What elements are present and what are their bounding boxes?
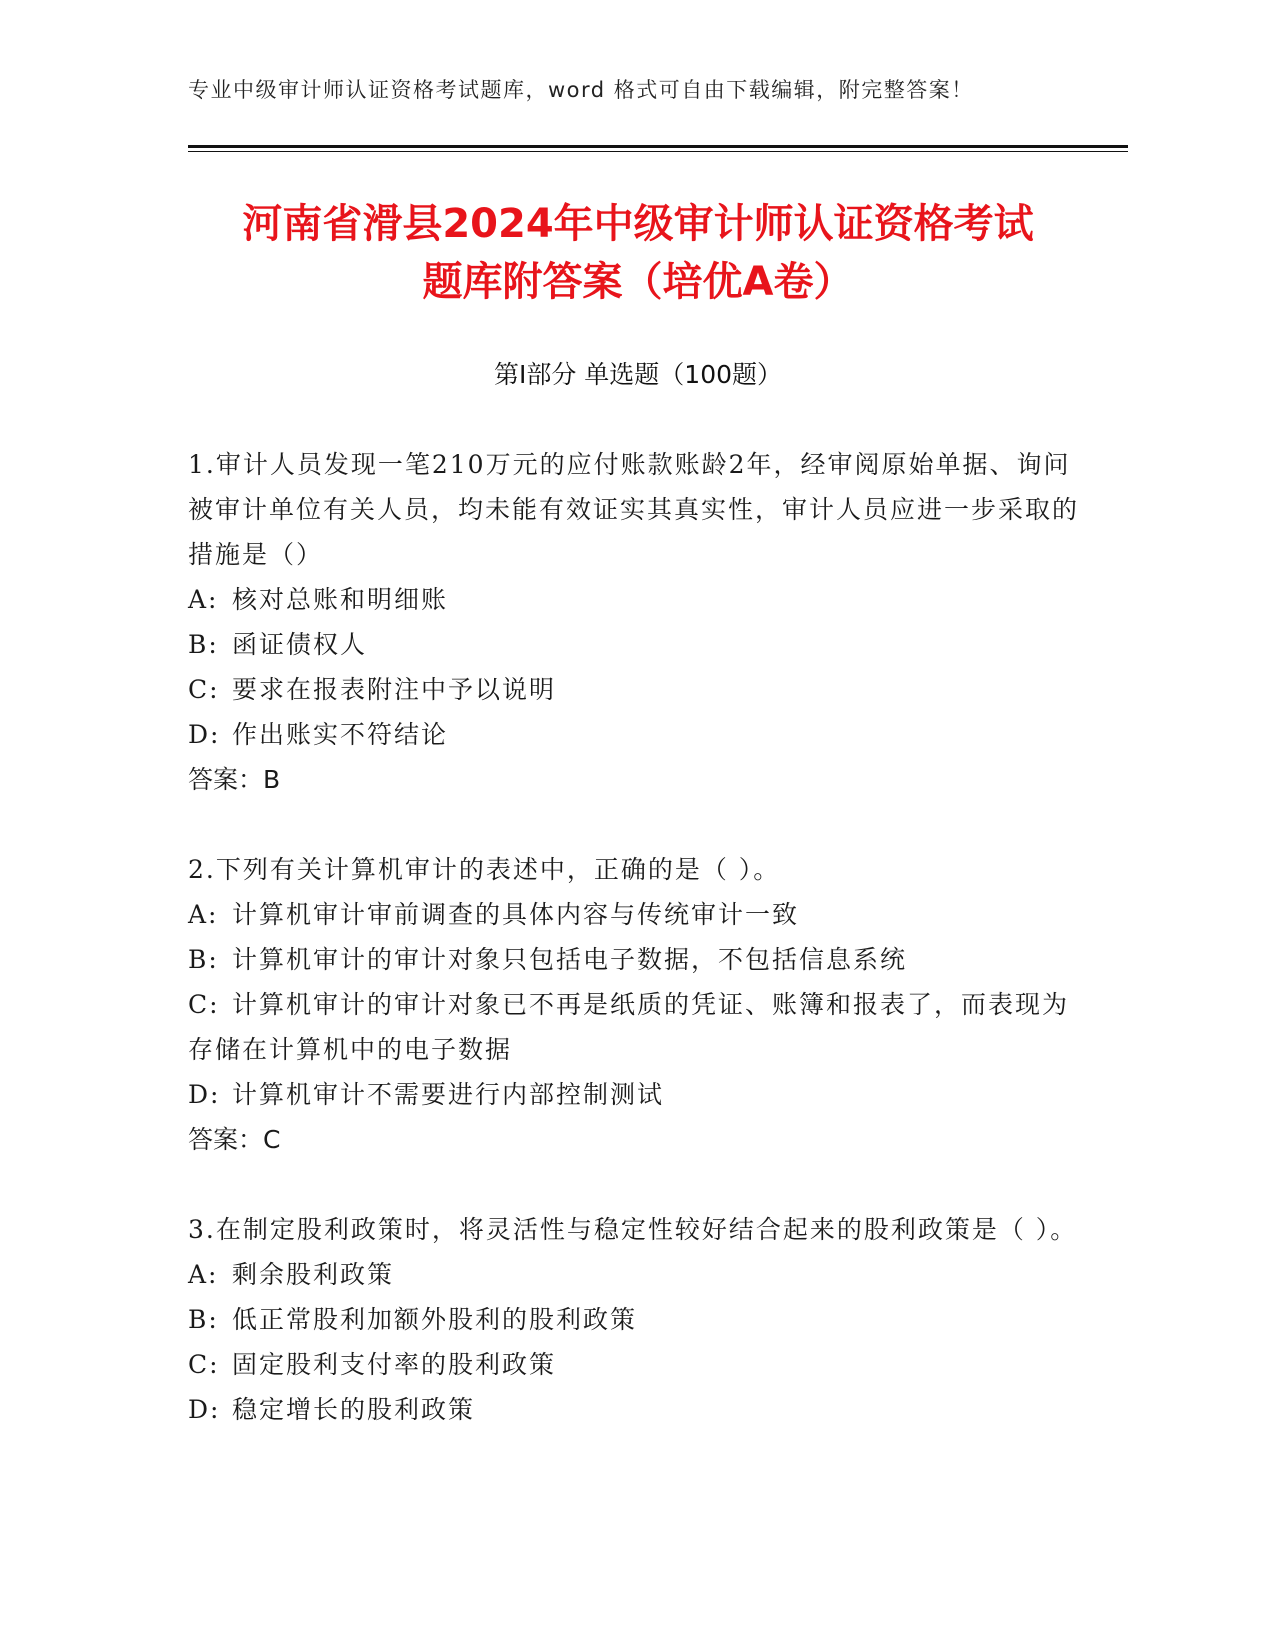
option-b (188, 1297, 1088, 1342)
question-text: 1.审计人员发现一笔210万元的应付账款账龄2年，经审阅原始单据、询问被审计单位有关人员，均未能有效证实其真实性，审计人员应进一步采取的措施是（） (188, 450, 1080, 569)
option-letter: D: (188, 720, 221, 749)
option-d (188, 1387, 1088, 1432)
option-letter: C: (188, 990, 220, 1019)
option-c (188, 982, 1088, 1072)
option-text: 计算机审计不需要进行内部控制测试 (232, 1080, 665, 1109)
option-letter: D: (188, 1080, 221, 1109)
option-text: 要求在报表附注中予以说明 (232, 675, 557, 704)
option-c (188, 667, 1088, 712)
option-b (188, 622, 1088, 667)
option-letter: B: (188, 630, 219, 659)
option-letter: B: (188, 945, 219, 974)
option-letter: A: (188, 1260, 219, 1289)
option-text: 计算机审计的审计对象已不再是纸质的凭证、账簿和报表了，而表现为存储在计算机中的电子数据 (188, 990, 1070, 1064)
option-letter: C: (188, 675, 220, 704)
option-letter: A: (188, 585, 219, 614)
option-letter: D: (188, 1395, 221, 1424)
document-title (188, 195, 1088, 311)
option-text: 计算机审计审前调查的具体内容与传统审计一致 (232, 900, 800, 929)
option-text: 核对总账和明细账 (232, 585, 449, 614)
question-list (188, 442, 1088, 1477)
option-a (188, 577, 1088, 622)
option-letter: C: (188, 1350, 220, 1379)
option-letter: A: (188, 900, 219, 929)
question-3 (188, 1207, 1088, 1432)
option-d (188, 712, 1088, 757)
option-d (188, 1072, 1088, 1117)
section-title: 第Ⅰ部分 单选题（100题） (493, 360, 783, 389)
option-c (188, 1342, 1088, 1387)
option-text: 作出账实不符结论 (232, 720, 449, 749)
header-rule-thick (188, 145, 1128, 148)
option-letter: B: (188, 1305, 219, 1334)
option-b (188, 937, 1088, 982)
option-a (188, 1252, 1088, 1297)
document-title-line-1: 河南省滑县2024年中级审计师认证资格考试 (242, 201, 1034, 247)
question-1 (188, 442, 1088, 802)
header-rule-thin (188, 151, 1128, 152)
question-text: 3.在制定股利政策时，将灵活性与稳定性较好结合起来的股利政策是（ ）。 (188, 1215, 1078, 1244)
option-a (188, 892, 1088, 937)
answer: 答案：B (188, 765, 281, 794)
question-2 (188, 847, 1088, 1162)
option-text: 稳定增长的股利政策 (232, 1395, 476, 1424)
question-text: 2.下列有关计算机审计的表述中，正确的是（ ）。 (188, 855, 781, 884)
option-text: 低正常股利加额外股利的股利政策 (232, 1305, 638, 1334)
document-title-line-2: 题库附答案（培优A卷） (422, 259, 854, 305)
option-text: 函证债权人 (232, 630, 368, 659)
option-text: 剩余股利政策 (232, 1260, 395, 1289)
option-text: 计算机审计的审计对象只包括电子数据，不包括信息系统 (232, 945, 908, 974)
header-note: 专业中级审计师认证资格考试题库，word 格式可自由下载编辑，附完整答案！ (188, 78, 974, 102)
answer: 答案：C (188, 1125, 281, 1154)
option-text: 固定股利支付率的股利政策 (232, 1350, 557, 1379)
